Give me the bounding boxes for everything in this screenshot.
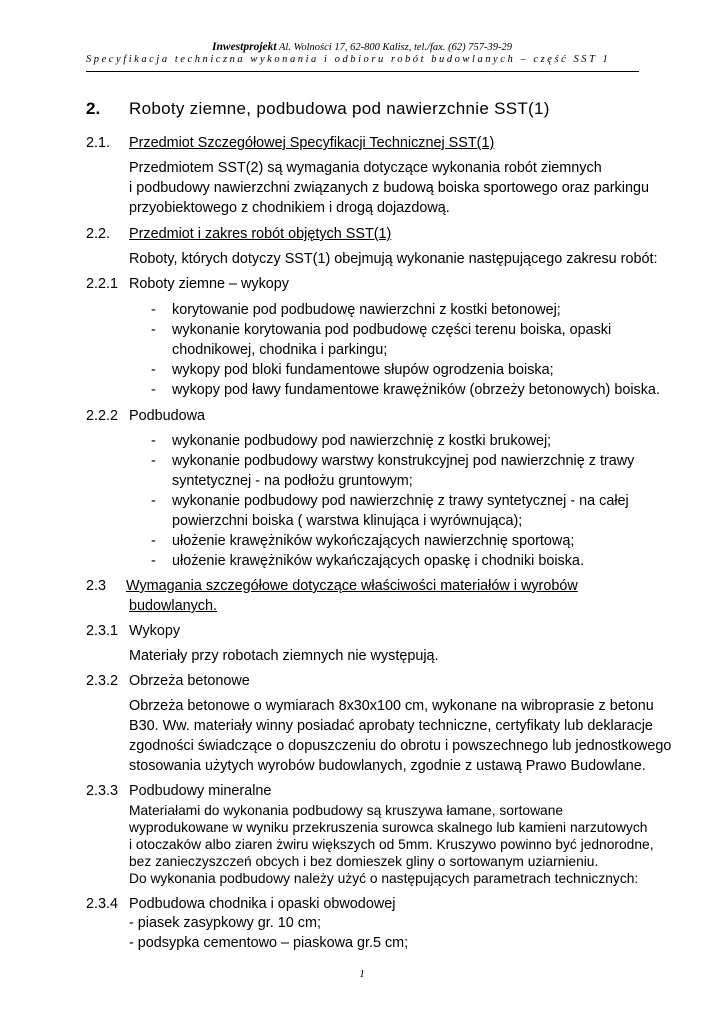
section-2-1-title: Przedmiot Szczegółowej Specyfikacji Technicznej SST(1) — [129, 135, 495, 151]
paragraph-line: bez zanieczyszczeń obcych i bez domieszek gliny o sortowanym uziarnieniu. — [129, 854, 599, 869]
paragraph-line: B30. Ww. materiały winny posiadać aprobaty techniczne, certyfikaty lub deklaracje — [129, 718, 653, 734]
paragraph-line: Obrzeża betonowe o wymiarach 8x30x100 cm, wykonane na wibroprasie z betonu — [129, 698, 654, 714]
section-2-3-1-number: 2.3.1 — [86, 623, 119, 639]
page-number: 1 — [359, 968, 365, 980]
list-bullet: - — [151, 453, 156, 469]
list-item: ułożenie krawężników wykańczających opaskę i chodniki boiska. — [172, 553, 584, 569]
section-2-3-4-title: Podbudowa chodnika i opaski obwodowej — [129, 896, 396, 912]
list-bullet: - — [151, 553, 156, 569]
section-2-3-1-title: Wykopy — [129, 623, 181, 639]
list-bullet: - — [151, 433, 156, 449]
list-item: - podsypka cementowo – piaskowa gr.5 cm; — [129, 935, 409, 951]
list-item: wykopy pod bloki fundamentowe słupów ogrodzenia boiska; — [172, 362, 554, 378]
section-2-2-number: 2.2. — [86, 226, 111, 242]
list-bullet: - — [151, 322, 156, 338]
section-2-2-1-title: Roboty ziemne – wykopy — [129, 276, 289, 292]
section-2-3-title-continuation: budowlanych. — [129, 598, 218, 614]
section-2-1-number: 2.1. — [86, 135, 111, 151]
list-item: wykonanie podbudowy pod nawierzchnię z trawy syntetycznej - na całej — [172, 493, 629, 509]
section-2-2-1-number: 2.2.1 — [86, 276, 119, 292]
list-item: - piasek zasypkowy gr. 10 cm; — [129, 915, 321, 931]
section-2-3-3-title: Podbudowy mineralne — [129, 783, 272, 799]
paragraph-line: stosowania użytych wyrobów budowlanych, zgodnie z ustawą Prawo Budowlane. — [129, 758, 646, 774]
section-2-2-title: Przedmiot i zakres robót objętych SST(1) — [129, 226, 392, 242]
section-2-2-2-number: 2.2.2 — [86, 408, 119, 424]
section-2-3-4-number: 2.3.4 — [86, 896, 119, 912]
page-header-subtitle: Specyfikacja techniczna wykonania i odbioru robót budowlanych – część SST 1 — [86, 54, 611, 65]
paragraph-line: Roboty, których dotyczy SST(1) obejmują wykonanie następującego zakresu robót: — [129, 251, 658, 267]
header-divider — [86, 71, 639, 72]
chapter-number: 2. — [86, 99, 101, 118]
list-item: wykonanie korytowania pod podbudowę części terenu boiska, opaski — [172, 322, 612, 338]
list-bullet: - — [151, 533, 156, 549]
list-bullet: - — [151, 382, 156, 398]
company-name: Inwestprojekt — [212, 41, 277, 53]
list-item-continuation: syntetycznej - na podłożu gruntowym; — [172, 473, 413, 489]
chapter-title: Roboty ziemne, podbudowa pod nawierzchnie SST(1) — [129, 99, 550, 118]
page-header-company-line — [0, 41, 724, 53]
list-item-continuation: chodnikowej, chodnika i parkingu; — [172, 342, 388, 358]
list-item: korytowanie pod podbudowę nawierzchni z kostki betonowej; — [172, 302, 561, 318]
section-2-3-2-number: 2.3.2 — [86, 673, 119, 689]
paragraph-line: i podbudowy nawierzchni związanych z budową boiska sportowego oraz parkingu — [129, 180, 649, 196]
section-2-3-3-number: 2.3.3 — [86, 783, 119, 799]
list-bullet: - — [151, 493, 156, 509]
list-bullet: - — [151, 302, 156, 318]
list-item: wykonanie podbudowy warstwy konstrukcyjnej pod nawierzchnię z trawy — [172, 453, 635, 469]
paragraph-line: zgodności świadczące o dopuszczeniu do obrotu i powszechnego lub jednostkowego — [129, 738, 672, 754]
list-bullet: - — [151, 362, 156, 378]
list-item: wykopy pod ławy fundamentowe krawężników (obrzeży betonowych) boiska. — [172, 382, 660, 398]
list-item: wykonanie podbudowy pod nawierzchnię z kostki brukowej; — [172, 433, 552, 449]
paragraph-line: Do wykonania podbudowy należy użyć o następujących parametrach technicznych: — [129, 871, 639, 886]
paragraph-line: Materiałami do wykonania podbudowy są kruszywa łamane, sortowane — [129, 803, 564, 818]
paragraph-line: przyobiektowego z chodnikiem i drogą dojazdową. — [129, 200, 450, 216]
paragraph-line: Przedmiotem SST(2) są wymagania dotyczące wykonania robót ziemnych — [129, 160, 602, 176]
list-item-continuation: powierzchni boiska ( warstwa klinująca i wyrównująca); — [172, 513, 523, 529]
section-2-3-number: 2.3 — [86, 578, 107, 594]
list-item: ułożenie krawężników wykończających nawierzchnię sportową; — [172, 533, 575, 549]
paragraph-line: i otoczaków albo ziaren żwiru większych od 5mm. Kruszywo powinno być jednorodne, — [129, 837, 654, 852]
section-2-3-2-title: Obrzeża betonowe — [129, 673, 250, 689]
paragraph-line: wyprodukowane w wyniku przekruszenia surowca skalnego lub kamieni narzutowych — [129, 820, 648, 835]
section-2-3-title: Wymagania szczegółowe dotyczące właściwości materiałów i wyrobów — [126, 578, 578, 594]
paragraph-line: Materiały przy robotach ziemnych nie występują. — [129, 648, 439, 664]
section-2-2-2-title: Podbudowa — [129, 408, 206, 424]
company-address: Al. Wolności 17, 62-800 Kalisz, tel./fax. (62) 757-39-29 — [279, 42, 512, 53]
